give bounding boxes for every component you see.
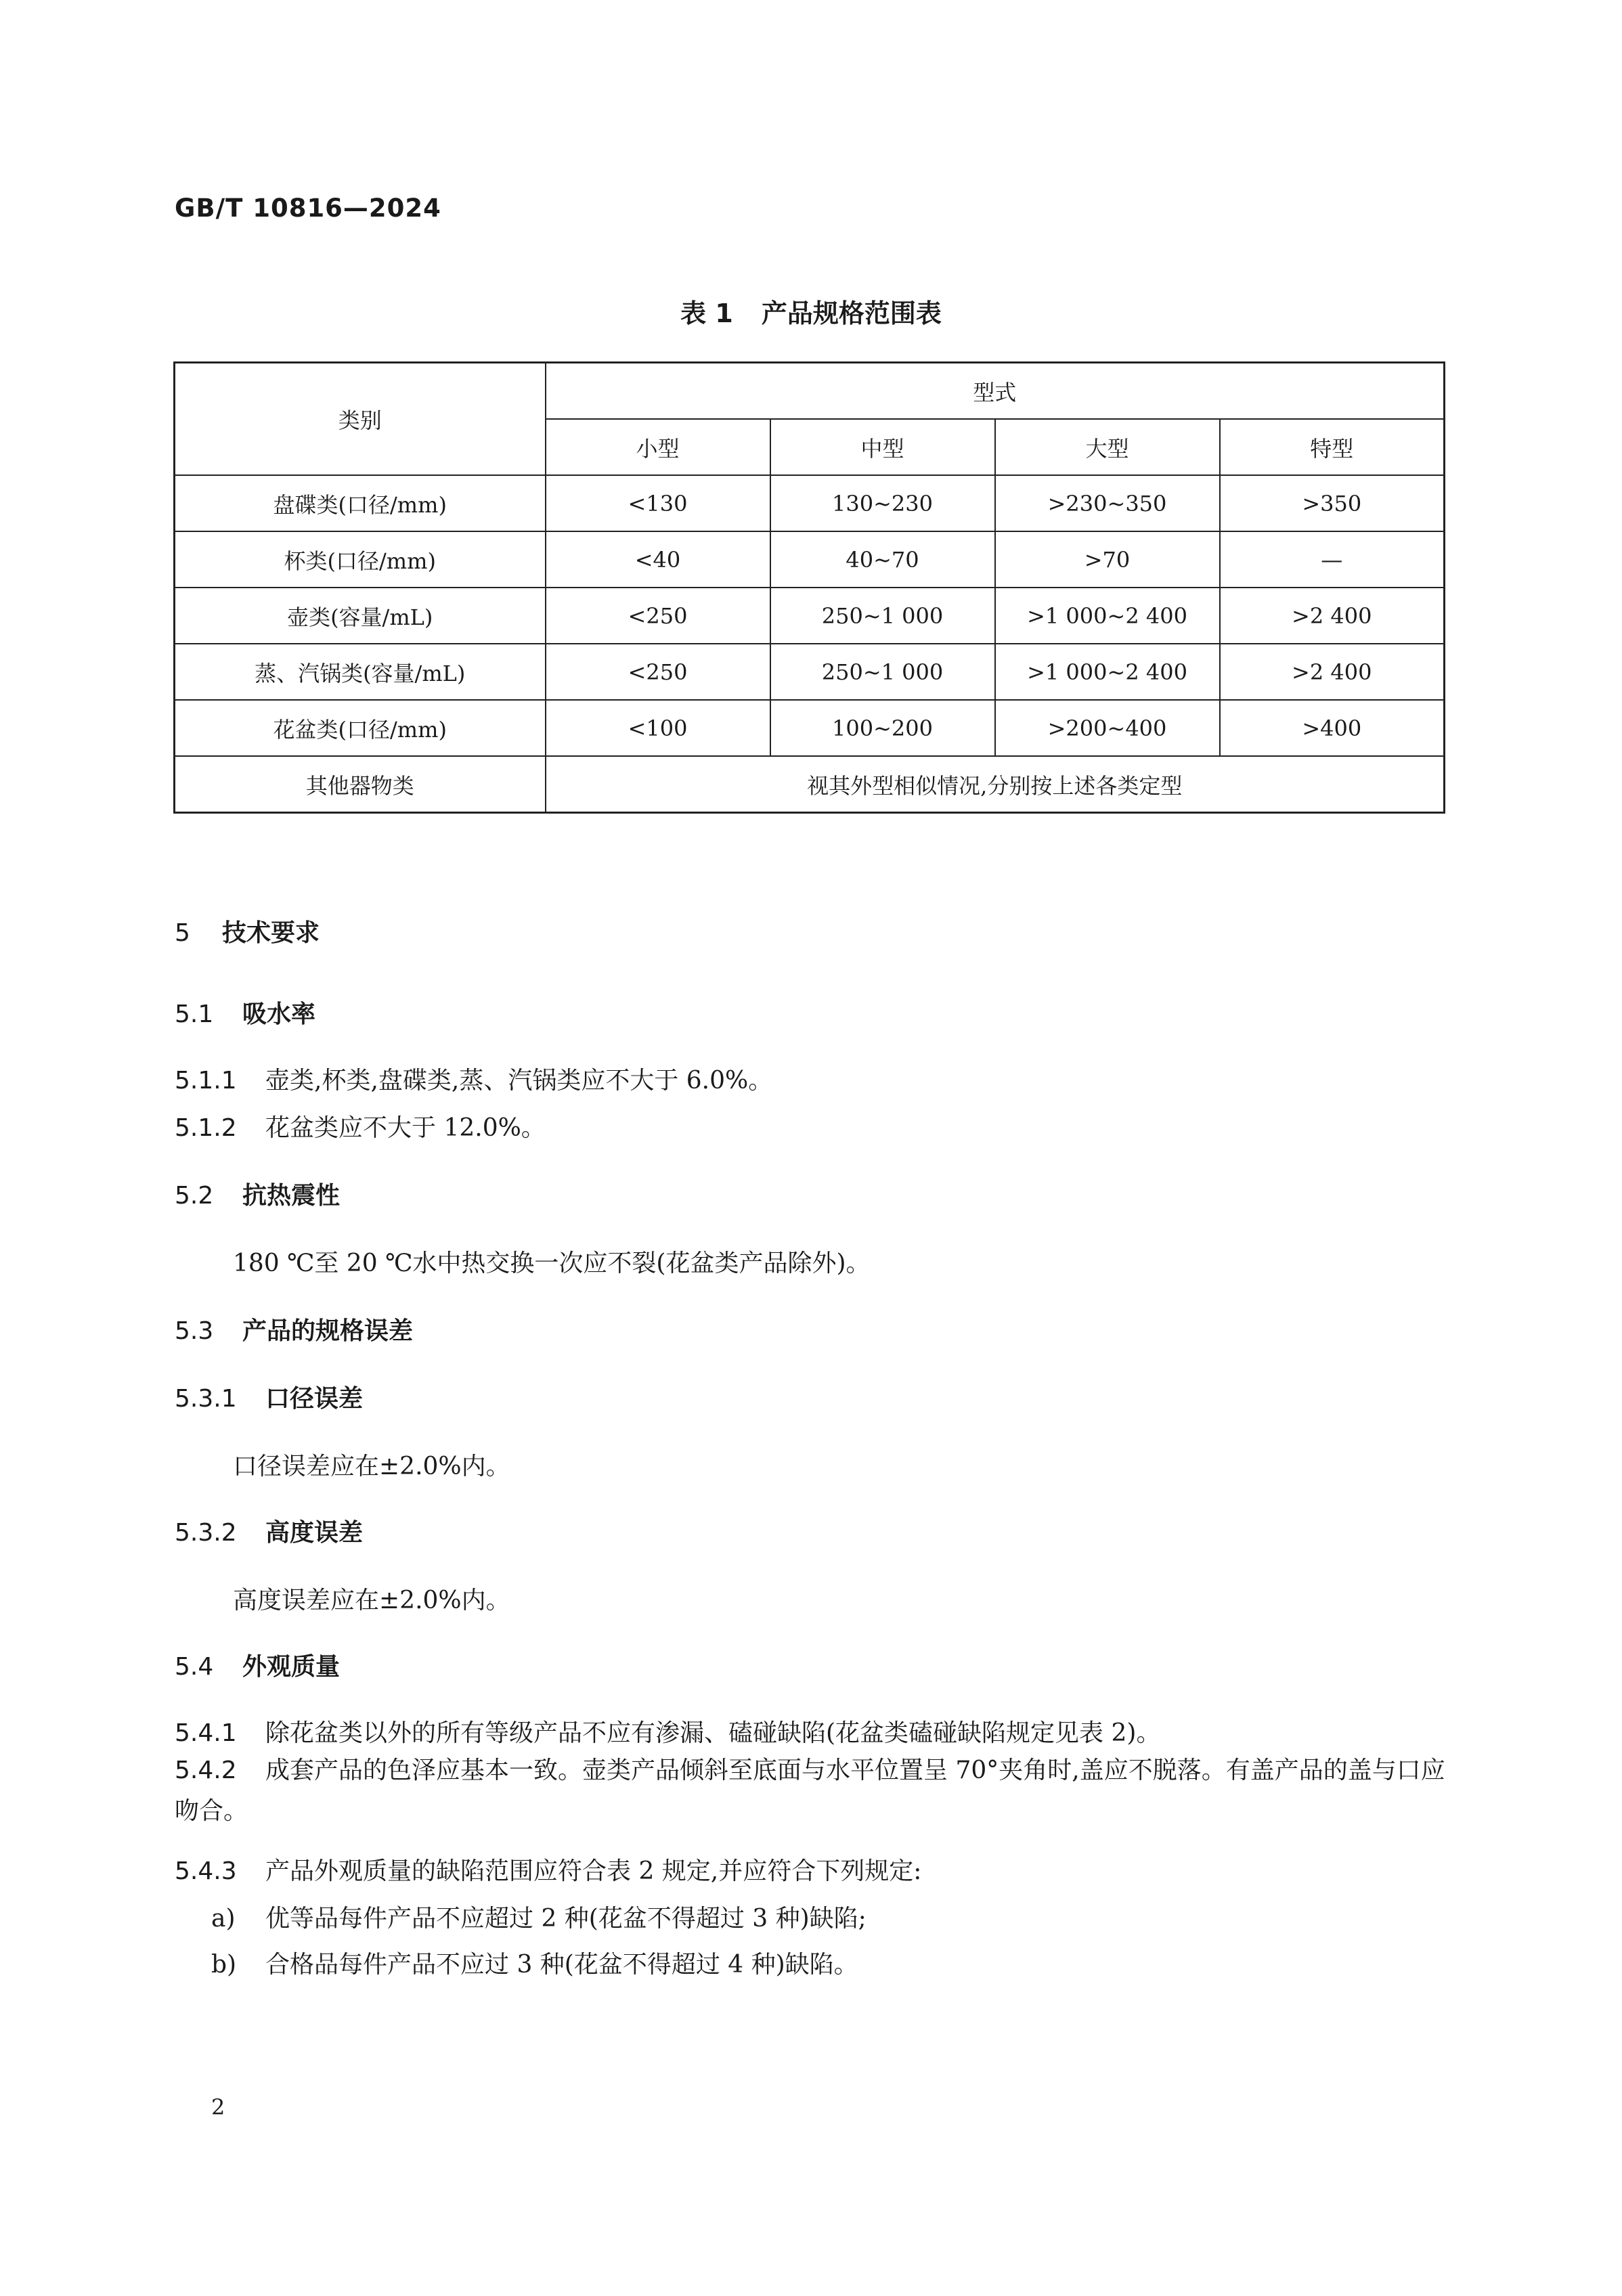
table-cell: 250~1 000 — [770, 644, 995, 700]
row-category: 杯类(口径/mm) — [175, 531, 546, 588]
table-header-row — [175, 363, 1445, 420]
clause-text: 花盆类应不大于 12.0%。 — [265, 1114, 546, 1142]
section-number: 5.3 — [175, 1317, 214, 1345]
table-cell: >2 400 — [1220, 644, 1445, 700]
product-spec-table — [173, 361, 1445, 814]
table-cell: 40~70 — [770, 531, 995, 588]
table-cell: <100 — [546, 700, 770, 756]
clause-number: 5.4.3 — [175, 1857, 237, 1885]
standard-code: GB/T 10816—2024 — [175, 194, 441, 223]
list-item — [211, 1899, 867, 1934]
section-number: 5.4 — [175, 1653, 214, 1681]
header-category: 类别 — [175, 363, 546, 476]
list-item — [211, 1945, 858, 1980]
header-type: 特型 — [1220, 419, 1445, 475]
section-number: 5.1 — [175, 1000, 214, 1028]
list-label: b) — [211, 1951, 237, 1979]
header-type: 中型 — [770, 419, 995, 475]
section-number: 5.2 — [175, 1182, 214, 1210]
table-cell: >1 000~2 400 — [995, 644, 1220, 700]
clause-5-3-1-text: 口径误差应在±2.0%内。 — [233, 1453, 510, 1480]
table-caption-title: 产品规格范围表 — [761, 299, 942, 328]
table-cell: >1 000~2 400 — [995, 588, 1220, 644]
section-heading — [175, 1379, 363, 1414]
table-cell: >350 — [1220, 475, 1445, 531]
clause-5-4-3 — [175, 1852, 921, 1886]
table-cell: >200~400 — [995, 700, 1220, 756]
table-cell: <40 — [546, 531, 770, 588]
clause-text: 产品外观质量的缺陷范围应符合表 2 规定,并应符合下列规定: — [265, 1857, 922, 1885]
section-title: 抗热震性 — [242, 1182, 341, 1210]
section-title: 技术要求 — [222, 919, 320, 947]
section-heading — [175, 995, 315, 1030]
row-category: 花盆类(口径/mm) — [175, 700, 546, 756]
table-cell: <130 — [546, 475, 770, 531]
table-cell: <250 — [546, 644, 770, 700]
table-caption — [0, 292, 1622, 330]
table-cell: <250 — [546, 588, 770, 644]
clause-text: 成套产品的色泽应基本一致。壶类产品倾斜至底面与水平位置呈 70°夹角时,盖应不脱落。有盖产品的盖与口应吻合。 — [175, 1757, 1445, 1825]
header-type: 小型 — [546, 419, 770, 475]
clause-text: 除花盆类以外的所有等级产品不应有渗漏、磕碰缺陷(花盆类磕碰缺陷规定见表 2)。 — [265, 1719, 1161, 1747]
section-heading — [175, 1514, 363, 1548]
section-title: 口径误差 — [265, 1385, 364, 1413]
section-title: 外观质量 — [242, 1653, 341, 1681]
section-number: 5 — [175, 919, 190, 947]
section-heading — [175, 914, 320, 948]
table-cell: 130~230 — [770, 475, 995, 531]
section-heading — [175, 1176, 340, 1211]
page-number: 2 — [211, 2094, 225, 2120]
table-row — [175, 644, 1445, 700]
clause-5-3-2-text: 高度误差应在±2.0%内。 — [233, 1587, 510, 1614]
list-label: a) — [211, 1905, 236, 1933]
section-title: 吸水率 — [242, 1000, 316, 1028]
section-title: 高度误差 — [265, 1519, 364, 1547]
table-cell: >70 — [995, 531, 1220, 588]
clause-5-1-1 — [175, 1061, 772, 1096]
section-title: 产品的规格误差 — [242, 1317, 414, 1345]
table-row — [175, 475, 1445, 531]
clause-text: 壶类,杯类,盘碟类,蒸、汽锅类应不大于 6.0%。 — [265, 1067, 773, 1095]
row-category: 盘碟类(口径/mm) — [175, 475, 546, 531]
row-category: 其他器物类 — [175, 756, 546, 813]
clause-5-4-1 — [175, 1714, 1160, 1748]
table-cell: — — [1220, 531, 1445, 588]
table-row — [175, 531, 1445, 588]
header-type-group: 型式 — [546, 363, 1445, 420]
table-row — [175, 700, 1445, 756]
section-heading — [175, 1312, 413, 1346]
table-row — [175, 756, 1445, 813]
clause-5-2-text: 180 ℃至 20 ℃水中热交换一次应不裂(花盆类产品除外)。 — [233, 1250, 871, 1277]
table-cell: >2 400 — [1220, 588, 1445, 644]
table-cell: 100~200 — [770, 700, 995, 756]
row-category: 壶类(容量/mL) — [175, 588, 546, 644]
clause-number: 5.1.1 — [175, 1067, 237, 1095]
section-number: 5.3.2 — [175, 1519, 237, 1547]
clause-number: 5.1.2 — [175, 1114, 237, 1142]
header-type: 大型 — [995, 419, 1220, 475]
table-row — [175, 588, 1445, 644]
section-heading — [175, 1648, 340, 1682]
table-cell: 250~1 000 — [770, 588, 995, 644]
clause-5-4-2 — [175, 1750, 1447, 1832]
table-cell-merged: 视其外型相似情况,分别按上述各类定型 — [546, 756, 1445, 813]
table-caption-number: 表 1 — [680, 299, 733, 328]
list-text: 优等品每件产品不应超过 2 种(花盆不得超过 3 种)缺陷; — [265, 1905, 867, 1933]
row-category: 蒸、汽锅类(容量/mL) — [175, 644, 546, 700]
list-text: 合格品每件产品不应过 3 种(花盆不得超过 4 种)缺陷。 — [265, 1951, 858, 1979]
table-cell: >400 — [1220, 700, 1445, 756]
clause-number: 5.4.2 — [175, 1757, 237, 1784]
section-number: 5.3.1 — [175, 1385, 237, 1413]
clause-number: 5.4.1 — [175, 1719, 237, 1747]
clause-5-1-2 — [175, 1109, 546, 1143]
table-cell: >230~350 — [995, 475, 1220, 531]
